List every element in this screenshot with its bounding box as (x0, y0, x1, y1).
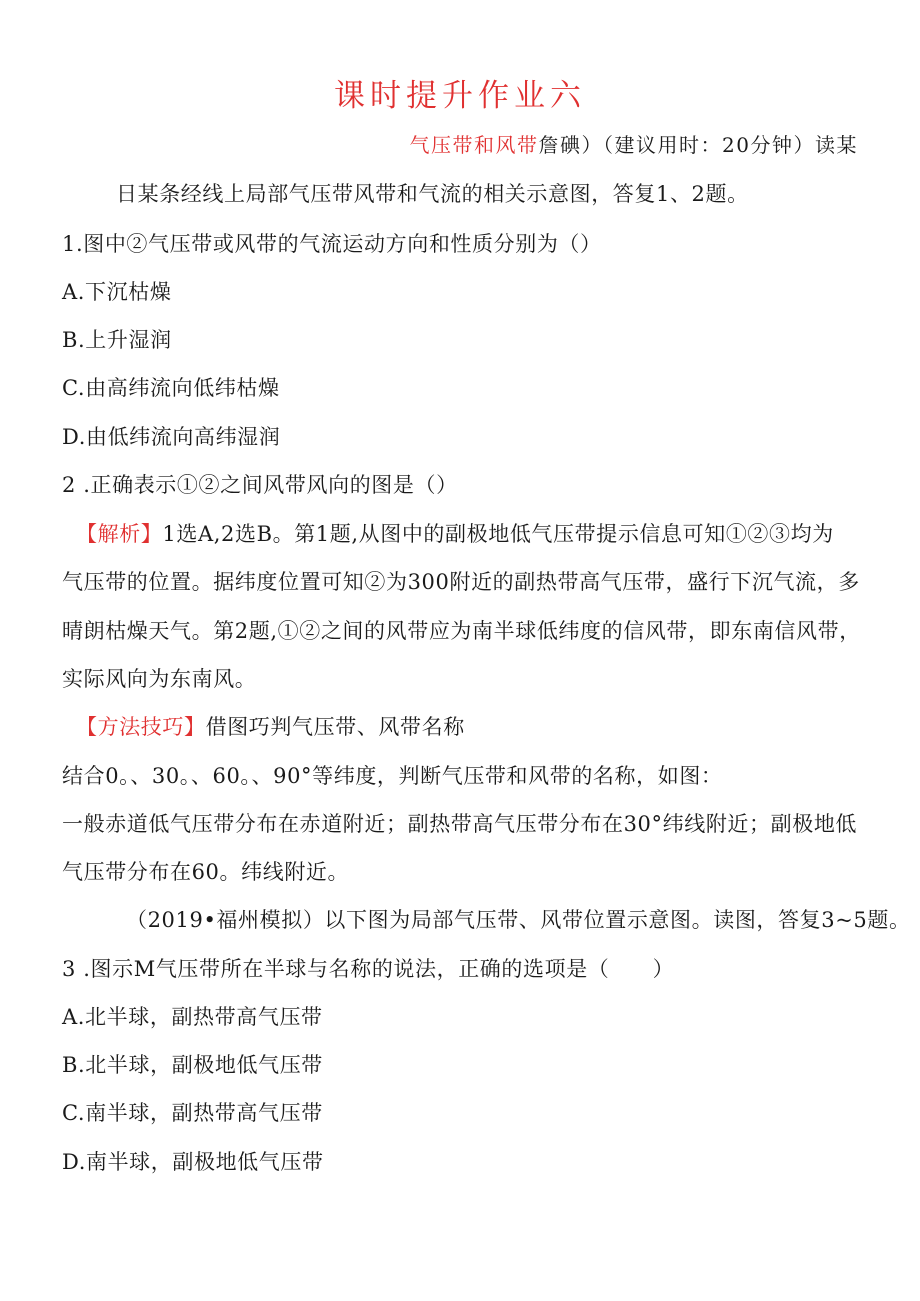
method-line-2: 一般赤道低气压带分布在赤道附近；副热带高气压带分布在30°纬线附近；副极地低 (62, 812, 858, 836)
question-3-option-b: B.北半球，副极地低气压带 (62, 1053, 323, 1077)
subtitle-topic: 气压带和风带 (409, 133, 539, 157)
method-line-3: 气压带分布在60。纬线附近。 (62, 860, 350, 884)
subtitle (410, 131, 858, 159)
question-1-option-c: C.由高纬流向低纬枯燥 (62, 376, 280, 400)
question-1-option-a: A.下沉枯燥 (62, 280, 172, 304)
analysis-line-3: 晴朗枯燥天气。第2题,①②之间的风带应为南半球低纬度的信风带，即东南信风带， (62, 619, 861, 643)
method-tag: 【方法技巧】 (76, 715, 206, 739)
question-2-stem: 2 .正确表示①②之间风带风向的图是（） (62, 473, 458, 497)
context-2-text: （2019•福州模拟）以下图为局部气压带、风带位置示意图。读图，答复3~5题。 (126, 908, 911, 932)
analysis-line-4: 实际风向为东南风。 (62, 667, 257, 691)
question-3-option-c: C.南半球，副热带高气压带 (62, 1101, 323, 1125)
question-1-stem: 1.图中②气压带或风带的气流运动方向和性质分别为（） (62, 232, 602, 256)
question-3-stem: 3 .图示M气压带所在半球与名称的说法，正确的选项是（ ） (62, 957, 675, 981)
method-heading-line (76, 713, 465, 741)
question-1-option-b: B.上升湿润 (62, 328, 172, 352)
question-1-option-d: D.由低纬流向高纬湿润 (62, 425, 281, 449)
page-title: 课时提升作业六 (334, 78, 586, 114)
method-line-1: 结合0。、30。、60。、90°等纬度，判断气压带和风带的名称，如图： (62, 764, 723, 788)
question-3-option-d: D.南半球，副极地低气压带 (62, 1150, 324, 1174)
analysis-line-1 (76, 520, 834, 548)
method-heading: 借图巧判气压带、风带名称 (205, 715, 465, 739)
analysis-line-2: 气压带的位置。据纬度位置可知②为300附近的副热带高气压带，盛行下沉气流，多 (62, 570, 860, 594)
intro-text: 日某条经线上局部气压带风带和气流的相关示意图，答复1、2题。 (116, 182, 749, 206)
question-3-option-a: A.北半球，副热带高气压带 (62, 1005, 323, 1029)
subtitle-meta: 詹碘）（建议用时：20分钟）读某 (538, 133, 858, 157)
analysis-text-1: 1选A,2选B。第1题,从图中的副极地低气压带提示信息可知①②③均为 (162, 522, 834, 546)
analysis-tag: 【解析】 (76, 522, 163, 546)
